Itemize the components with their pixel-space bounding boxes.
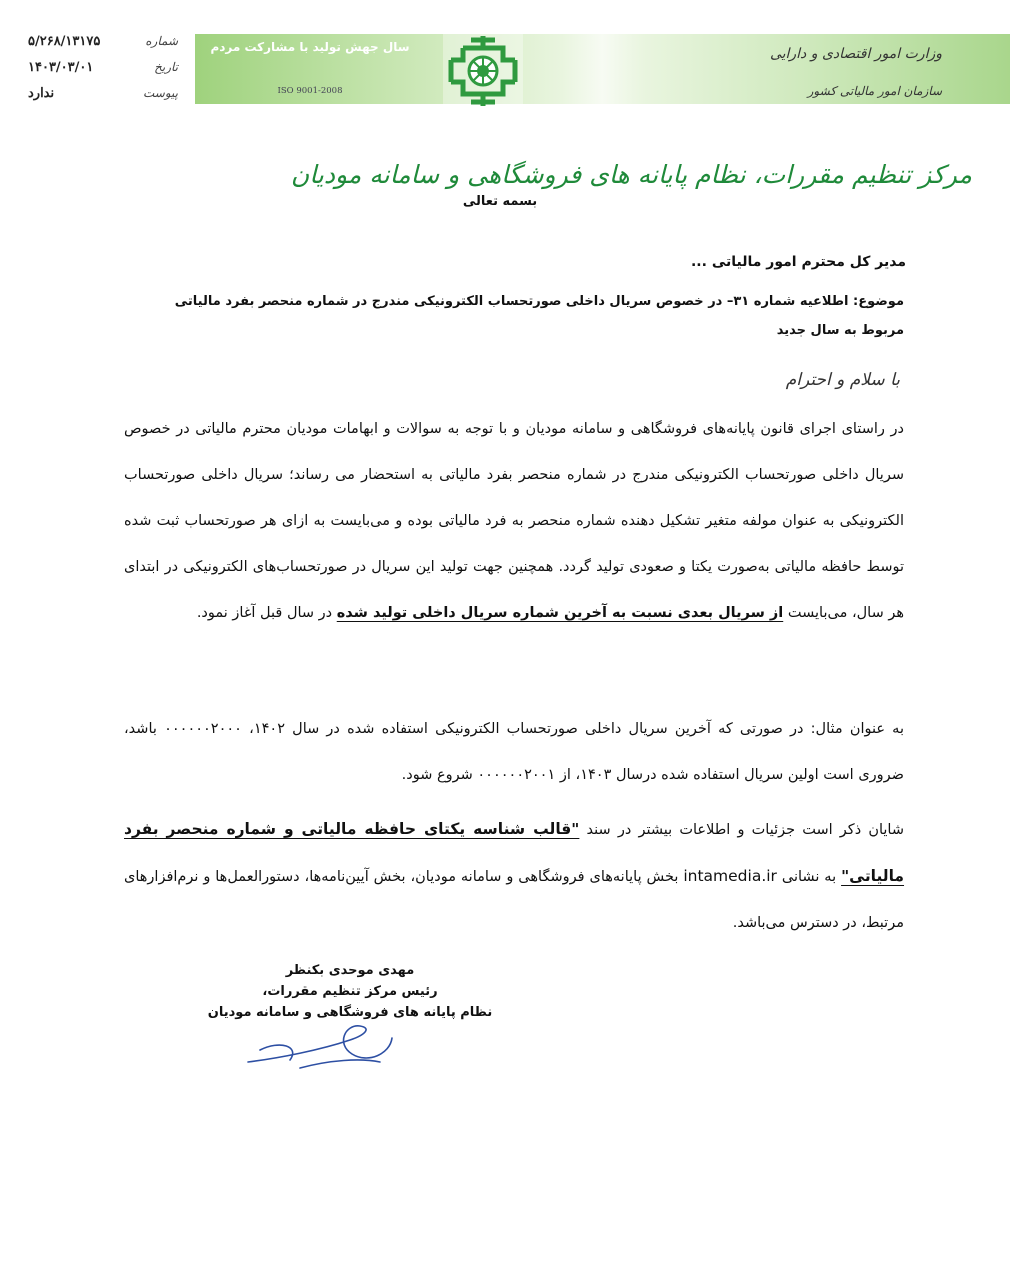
basmala: بسمه تعالی [462,194,538,209]
handwritten-signature-icon [240,1010,400,1080]
meta-date-row [28,60,178,86]
paragraph-1-end: در سال قبل آغاز نمود. [196,605,333,621]
ministry-name: وزارت امور اقتصادی و دارایی [769,46,942,62]
signer-title-1: رئیس مرکز تنظیم مقررات، [262,984,438,999]
paragraph-1-text: در راستای اجرای قانون پایانه‌های فروشگاهی و سامانه مودیان و با توجه به سوالات و ابهامات مودیان محترم مالیاتی در خصوص سریال داخلی صورتحساب الکترونیکی مندرج در شماره منحصر بفرد مالیاتی به استحضار می رساند؛ سریال داخلی صورتحساب الکترونیکی به عنوان مولفه متغیر تشکیل دهنده شماره منحصر به فرد مالیاتی بوده و می‌بایست به ازای هر صورتحساب ثبت شده توسط حافظه مالیاتی به‌صورت یکتا و صعودی تولید گردد. همچنین جهت تولید این سریال در صورتحساب‌های الکترونیکی در ابتدای هر سال، می‌بایست [124,421,904,621]
letter-meta [28,34,178,120]
number-label: شماره [145,34,178,48]
paragraph-3-end: بخش پایانه‌های فروشگاهی و سامانه مودیان، بخش آیین‌نامه‌ها، دستورالعمل‌ها و نرم‌افزارهای مرتبط، در دسترس می‌باشد. [124,869,904,931]
attachment-value: ندارد [28,86,55,101]
center-title: مرکز تنظیم مقررات، نظام پایانه های فروشگاهی و سامانه مودیان [290,160,972,189]
meta-number-row [28,34,178,60]
paragraph-3-mid: به نشانی [781,869,837,885]
attachment-label: پیوست [143,86,178,100]
addressee: مدیر کل محترم امور مالیاتی ... [690,254,906,270]
paragraph-2-text: به عنوان مثال: در صورتی که آخرین سریال داخلی صورتحساب الکترونیکی استفاده شده در سال ۱۴۰۲، ۰۰۰۰۰۰۲۰۰۰ باشد، ضروری است اولین سریال استفاده شده درسال ۱۴۰۳، از ۰۰۰۰۰۰۲۰۰۱ شروع شود. [124,721,904,783]
paragraph-2 [124,706,904,798]
meta-attachment-row [28,86,178,112]
date-value: ۱۴۰۳/۰۳/۰۱ [28,60,94,75]
website-link[interactable]: intamedia.ir [683,867,777,885]
document-title-reference: "قالب شناسه یکتای حافظه مالیاتی و شماره منحصر بفرد مالیاتی" [124,820,905,885]
date-label: تاریخ [154,60,178,74]
subject-line: موضوع: اطلاعیه شماره ۳۱– در خصوص سریال داخلی صورتحساب الکترونیکی مندرج در شماره منحصر بفرد مالیاتی مربوط به سال جدید [174,294,904,338]
number-value: ۵/۲۶۸/۱۳۱۷۵ [28,34,101,49]
year-slogan: سال جهش تولید با مشارکت مردم [210,40,410,54]
paragraph-3-start: شایان ذکر است جزئیات و اطلاعات بیشتر در سند [586,822,905,838]
iso-label: ISO 9001-2008 [277,86,343,96]
tax-organization-emblem-icon [441,30,525,112]
signer-name: مهدی موحدی بکنظر [285,963,415,978]
organization-name: سازمان امور مالیاتی کشور [807,84,942,98]
paragraph-3 [124,806,904,946]
paragraph-1 [124,406,904,636]
signer-title-2: نظام پایانه های فروشگاهی و سامانه مودیان [207,1005,493,1020]
paragraph-1-emphasis: از سریال بعدی نسبت به آخرین شماره سریال داخلی تولید شده [336,605,784,621]
greeting: با سلام و احترام [785,370,900,390]
